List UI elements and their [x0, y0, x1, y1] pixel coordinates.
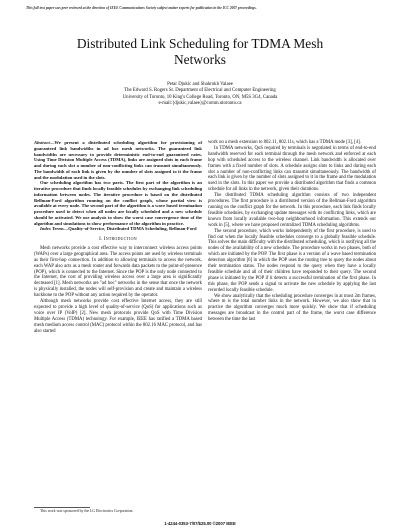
right-paragraph-2: The distributed TDMA scheduling algorithm consists of two independent procedures. The first procedure is a distributed version of the Bellman-Ford algorithm running on the conflict graph for the network. In this procedure, each link finds locally feasible schedules, by exchanging update messages with its conflicting links, which are known from locally available two-hop neighbourhood information. This extends our work in [5], where we have proposed centralized TDMA scheduling algorithms.	[208, 193, 376, 228]
index-terms	[34, 226, 202, 232]
peer-review-notice: This full text paper was peer reviewed at the direction of IEEE Communications Society subject matter experts for publication in the ICC 2007 proceedings.	[26, 6, 257, 10]
section-heading-introduction: I. Introduction	[99, 237, 137, 242]
right-column	[208, 140, 376, 323]
author-university: University of Toronto, 10 King's College Road, Toronto, ON, M5S 3G4, Canada	[122, 94, 278, 100]
abstract-label: Abstract	[34, 140, 50, 145]
right-paragraph-0: work on a mesh extension to 802.11, 802.11s, which has a TDMA mode [3], [4].	[208, 140, 361, 145]
author-names: Petar Djukic and Shahrokh Valaee	[167, 82, 233, 87]
footnote: This work was sponsored by the LG Electronics Corporation.	[40, 509, 134, 513]
abstract-paragraph-2: Our scheduling algorithm has two parts. The first part of the algorithm is an iterative procedure that finds locally feasible schedules by exchanging link scheduling information between nodes. The iterative procedure is based on the distributed Bellman-Ford algorithm running on the conflict graph, whose partial view is available at every node. The second part of the algorithm is a wave based termination procedure used to detect when all nodes are locally scheduled and a new schedule should be activated. We use analysis to show the worst case convergence time of the algorithm and simulations to show performance of the algorithm in practice.	[34, 180, 202, 226]
index-terms-label: Index Terms	[40, 226, 64, 232]
author-email: e-mail:{djukic,valaee}@comm.utoronto.ca	[158, 101, 242, 107]
author-department: The Edward S. Rogers Sr. Department of Electrical and Computer Engineering	[124, 88, 276, 94]
right-paragraph-3: The second procedure, which works independently of the first procedure, is used to find out when the locally feasible schedules converge to a globally feasible schedule. This solves the main difficulty with the distributed scheduling, which is notifying all the nodes of the availability of a new schedule. The procedure works in two phases, both of which are initiated by the POP. The first phase is a version of a wave based termination detection algorithm [6] in which the POP uses the routing tree to query the nodes about their termination status. The nodes respond to the query when they have a locally feasible schedule and all of their children have responded to their query. The second phase is initiated by the POP if it detects a successful termination of the first phase. In this phase, the POP sends a signal to activate the new schedule by applying the last recorded locally feasible schedule.	[208, 228, 376, 293]
index-terms-text: —Quality-of-Service, Distributed TDMA Scheduling, Bellman-Ford	[63, 226, 197, 232]
abstract	[34, 140, 202, 180]
author-block	[20, 82, 380, 108]
paper-title	[20, 36, 380, 68]
left-column	[34, 140, 202, 335]
title-line-2: Networks	[173, 52, 227, 67]
right-paragraph-1: In TDMA networks, QoS required by terminals is negotiated in terms of end-to-end bandwidth reserved for each terminal through the mesh network and enforced at each hop with scheduled access to the wireless channel. Link bandwidth is allocated over frames with a fixed number of slots. A schedule assigns slots to links and during each slot a number of non-conflicting links can transmit simultaneously. The bandwidth of each link is given by the number of slots assigned to it in the frame and the modulation used in the slots. In this paper we provide a distributed algorithm that finds a common schedule for all links in the network, given their durations.	[208, 145, 376, 193]
intro-paragraph-1: Mesh networks provide a cost effective way to interconnect wireless access points (WAPs) over a large geographical area. The access points are used by wireless terminals as their first-hop connection. In addition to allowing terminals to access the network, each WAP also acts as a mesh router and forwards data packets to the point-of-presence (POP), which is connected to the Internet. Since the POP is the only node connected to the Internet, the cost of providing wireless access over a large area is significantly decreased [1]. Mesh networks are "ad hoc" networks in the sense that once the network is physically installed, the nodes will self-provision and create and maintain a wireless backbone to the POP without any action required by the operator.	[34, 245, 202, 299]
copyright-footer: 1-4244-0353-7/07/$25.00 ©2007 IEEE	[164, 521, 236, 526]
footnote-rule	[34, 507, 90, 508]
title-line-1: Distributed Link Scheduling for TDMA Mesh	[76, 36, 324, 51]
right-paragraph-4: We show analytically that the scheduling procedure converges in at most 2m frames, where m is the total number links in the network. However, we also show that in practice the algorithm converges much more quickly. We show that if scheduling messages are broadcast in the control part of the frame, the worst case difference between the time the last	[208, 293, 376, 323]
intro-paragraph-2: Although mesh networks provide cost effective Internet access, they are still expected to provide a high level of quality-of-service (QoS) for applications such as voice over IP (VoIP) [2]. New mesh protocols provide QoS with Time Division Multiple Access (TDMA) technology. For example, IEEE has ratified a TDMA based mesh medium access control (MAC) protocol within the 802.16 MAC protocol, and has also started	[34, 299, 202, 334]
abstract-text: —We present a distributed scheduling algorithm for provisioning of guaranteed link bandwidths in ad hoc mesh networks. The guaranteed link bandwidths are necessary to provide deterministic end-to-end guaranteed rates. Using Time Division Multiple Access (TDMA), links are assigned slots in each frame and during each slot a number of non-conflicting links can transmit simultaneously. The bandwidth of each link is given by the number of slots assigned to it the frame and the modulation used in the slots.	[34, 140, 202, 180]
